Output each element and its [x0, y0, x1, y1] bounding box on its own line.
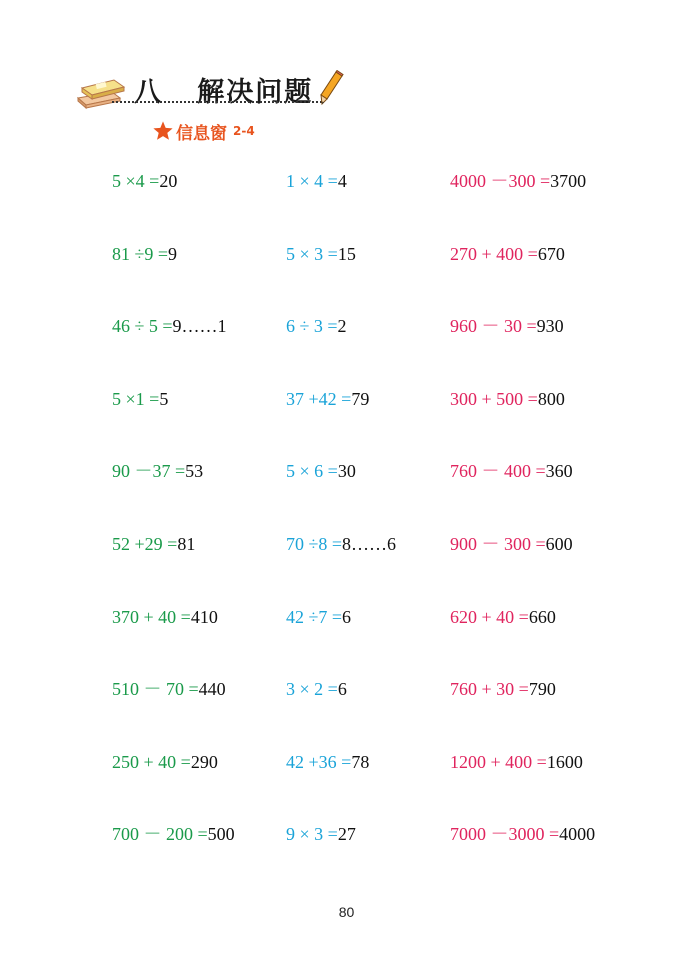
equation-expression: 37 +42 = — [286, 388, 352, 409]
equation — [112, 241, 177, 267]
equation — [450, 458, 573, 484]
equation-row — [0, 241, 693, 314]
equation — [286, 676, 347, 702]
equation — [112, 313, 227, 339]
equation — [286, 386, 369, 412]
equation — [450, 821, 595, 847]
star-icon — [152, 120, 174, 142]
equation-answer: 20 — [159, 171, 178, 191]
equation-expression: 6 ÷ 3 = — [286, 316, 338, 337]
equation-expression: 5 ×1 = — [112, 388, 160, 409]
equation-answer: 81 — [177, 533, 196, 554]
info-window-header — [152, 119, 255, 143]
equation — [450, 531, 573, 557]
equation-answer: 78 — [351, 751, 370, 772]
equation-expression: 46 ÷ 5 = — [112, 316, 173, 337]
equation-answer: 1600 — [546, 751, 583, 772]
equation — [450, 386, 565, 412]
equation-expression: 5 × 3 = — [286, 243, 338, 264]
equation-expression: 7000 －3000 = — [450, 824, 560, 845]
equation-expression: 760 － 400 = — [450, 461, 546, 482]
equation-answer: 600 — [545, 533, 573, 554]
equation-expression: 1200 + 400 = — [450, 751, 547, 772]
equation-expression: 5 ×4 = — [112, 171, 160, 191]
equation — [112, 604, 218, 630]
equation-answer: 9……1 — [172, 316, 227, 337]
equation-row — [0, 676, 693, 749]
equation-answer: 500 — [207, 824, 235, 845]
info-window-label: 信息窗 — [176, 123, 227, 144]
equation-expression: 1 × 4 = — [286, 171, 338, 191]
equation — [112, 458, 203, 484]
equation-answer: 440 — [198, 679, 226, 700]
equation — [286, 241, 356, 267]
equation-row — [0, 821, 693, 894]
equation-expression: 9 × 3 = — [286, 824, 338, 845]
equation-expression: 42 ÷7 = — [286, 606, 343, 627]
equation-answer: 4000 — [559, 824, 596, 845]
equation-row — [0, 168, 693, 241]
equation-expression: 760 + 30 = — [450, 679, 529, 700]
equation-expression: 300 + 500 = — [450, 388, 538, 409]
equation-expression: 4000 －300 = — [450, 171, 551, 191]
equation — [450, 241, 565, 267]
equation — [112, 531, 195, 557]
equation-row — [0, 531, 693, 604]
equation-answer: 53 — [185, 461, 204, 482]
equation-row — [0, 386, 693, 459]
equation-expression: 510 － 70 = — [112, 679, 199, 700]
info-window-number: 2-4 — [233, 124, 255, 138]
equation — [286, 749, 369, 775]
equation-expression: 42 +36 = — [286, 751, 352, 772]
equation-answer: 27 — [337, 824, 356, 845]
equation — [450, 604, 556, 630]
equation-expression: 70 ÷8 = — [286, 533, 343, 554]
equation-grid — [0, 168, 693, 894]
equation — [450, 168, 586, 194]
equation — [112, 749, 218, 775]
equation-answer: 30 — [337, 461, 356, 482]
equation-expression: 370 + 40 = — [112, 606, 191, 627]
equation-answer: 2 — [337, 316, 347, 337]
equation-expression: 3 × 2 = — [286, 679, 338, 700]
equation-expression: 900 － 300 = — [450, 533, 546, 554]
chapter-header — [72, 68, 352, 112]
equation-answer: 3700 — [550, 171, 587, 191]
equation — [286, 604, 351, 630]
equation-row — [0, 313, 693, 386]
equation-expression: 620 + 40 = — [450, 606, 529, 627]
pencil-icon — [318, 70, 344, 106]
equation — [286, 821, 356, 847]
chapter-title: 八 解决问题 — [134, 77, 314, 108]
equation-expression: 52 +29 = — [112, 533, 178, 554]
equation-answer: 790 — [528, 679, 556, 700]
equation-answer: 6 — [337, 679, 347, 700]
equation — [450, 676, 556, 702]
equation-expression: 90 －37 = — [112, 461, 186, 482]
equation-row — [0, 604, 693, 677]
equation — [450, 749, 583, 775]
equation — [286, 313, 347, 339]
page-number: 80 — [338, 904, 355, 920]
equation-answer: 360 — [545, 461, 573, 482]
equation-answer: 79 — [351, 388, 370, 409]
equation-answer: 4 — [337, 171, 347, 191]
equation-expression: 700 － 200 = — [112, 824, 208, 845]
equation-answer: 660 — [528, 606, 556, 627]
equation-answer: 670 — [537, 243, 565, 264]
equation-expression: 960 － 30 = — [450, 316, 537, 337]
equation — [286, 168, 347, 194]
equation-answer: 930 — [536, 316, 564, 337]
equation — [450, 313, 564, 339]
equation-answer: 15 — [337, 243, 356, 264]
equation-answer: 410 — [190, 606, 218, 627]
equation — [112, 821, 235, 847]
title-underline — [112, 101, 322, 103]
equation-row — [0, 458, 693, 531]
equation — [286, 531, 396, 557]
equation-answer: 5 — [159, 388, 169, 409]
equation — [112, 168, 177, 194]
books-icon — [72, 68, 134, 110]
equation-answer: 800 — [537, 388, 565, 409]
equation-answer: 8……6 — [342, 533, 397, 554]
equation-expression: 81 ÷9 = — [112, 243, 169, 264]
equation-row — [0, 749, 693, 822]
equation-answer: 9 — [168, 243, 178, 264]
equation-expression: 270 + 400 = — [450, 243, 538, 264]
equation — [112, 676, 226, 702]
equation-answer: 290 — [190, 751, 218, 772]
equation-expression: 5 × 6 = — [286, 461, 338, 482]
equation-answer: 6 — [342, 606, 352, 627]
equation — [112, 386, 168, 412]
equation — [286, 458, 356, 484]
equation-expression: 250 + 40 = — [112, 751, 191, 772]
